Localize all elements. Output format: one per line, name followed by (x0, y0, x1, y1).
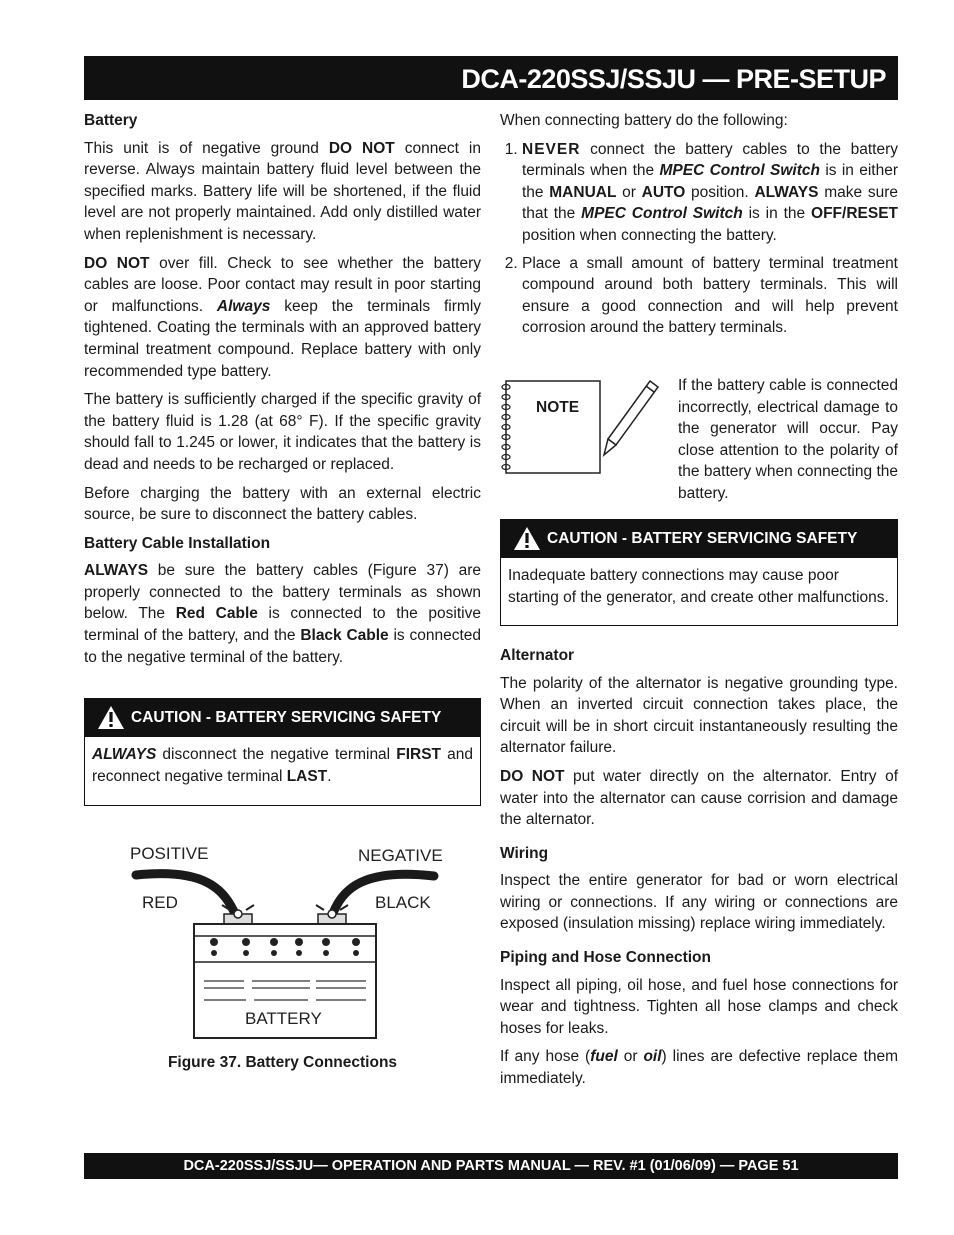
text-run: If any hose ( (500, 1048, 591, 1066)
positive-label: POSITIVE (130, 844, 209, 863)
text-run: ) lines are defective replace them immediately. (500, 1048, 899, 1088)
text-run: be sure the battery cables (Figure 37) are properly connected to the battery terminals as shown below. The (84, 562, 481, 623)
emphasis: OFF/RESET (811, 205, 899, 223)
list-item: 2. Place a small amount of battery terminal treatment compound around both battery terminals. This will ensure a good connection and will help prevent corrosion around the battery terminals. (522, 253, 898, 339)
cable-installation-paragraph (84, 560, 481, 668)
emphasis: DO NOT (328, 139, 395, 157)
text-run: and reconnect negative terminal (92, 746, 473, 785)
caution-header (85, 699, 480, 737)
alternator-paragraph-1: The polarity of the alternator is negative grounding type. When an inverted circuit connection takes place, the circuit will be in short circuit instantaneously resulting the alternator failure. (500, 674, 898, 757)
wiring-paragraph: Inspect the entire generator for bad or worn electrical wiring or connections. If any wiring or connections are exposed (insulation missing) replace wiring immediately. (500, 872, 898, 933)
text-run: position. (685, 183, 755, 201)
page-title: DCA-220SSJ/SSJU — PRE-SETUP (84, 56, 898, 100)
black-label: BLACK (375, 893, 431, 912)
text-run: or (616, 183, 642, 201)
battery-connections-figure (84, 838, 481, 1078)
text-run: keep the terminals firmly tightened. Coating the terminals with an approved battery terminal treatment compound. Replace battery with only recommended type battery. (84, 297, 482, 380)
text-run: make sure that the (522, 183, 898, 223)
battery-paragraph-3: The battery is sufficiently charged if the specific gravity of the battery fluid is 1.28 (at 68° F). If the specific gravity should fall to 1.245 or lower, it indicates that the battery is dead and needs to be recharged or replaced. (84, 391, 481, 473)
note-text: If the battery cable is connected incorrectly, electrical damage to the generator will occur. Pay close attention to the polarity of the battery when connecting the battery. (678, 376, 898, 502)
section-heading-cable-installation: Battery Cable Installation (84, 534, 271, 552)
emphasis: ALWAYS (754, 183, 819, 201)
text-run: disconnect the negative terminal (156, 746, 397, 764)
emphasis: NEVER (522, 140, 581, 158)
piping-paragraph-1: Inspect all piping, oil hose, and fuel hose connections for wear and tightness. Tighten all hose clamps and check hoses for leaks. (500, 976, 898, 1037)
emphasis: MPEC Control Switch (659, 162, 820, 180)
negative-label: NEGATIVE (358, 846, 443, 865)
text-run: . (327, 767, 332, 785)
emphasis: FIRST (396, 746, 442, 764)
text-run: position when connecting the battery. (522, 226, 777, 244)
red-label: RED (142, 893, 178, 912)
emphasis: oil (643, 1048, 662, 1066)
note-block (500, 375, 898, 525)
text-run: is in the (742, 205, 812, 223)
text-run: connect in reverse. Always maintain battery fluid level between the specified marks. Battery life will be shortened, if the fluid level are not properly maintained. Add only distilled water when replenishment is necessary. (84, 139, 481, 243)
warning-triangle-icon (513, 526, 541, 551)
text-run: over fill. Check to see whether the battery cables are loose. Poor contact may result in poor starting or malfunctions. (84, 254, 481, 315)
caution-box-left (84, 698, 481, 806)
battery-paragraph-1 (84, 138, 481, 246)
caution-title: CAUTION - BATTERY SERVICING SAFETY (131, 709, 442, 727)
emphasis: ALWAYS (84, 562, 149, 580)
figure-caption: Figure 37. Battery Connections (167, 1054, 398, 1071)
text-run: is connected to the positive terminal of the battery, and the (84, 605, 481, 645)
text-run: put water directly on the alternator. Entry of water into the alternator can cause corrision and damage the alternator. (500, 767, 899, 829)
emphasis: Black Cable (300, 627, 389, 645)
piping-paragraph-2 (500, 1046, 898, 1089)
emphasis: MANUAL (549, 183, 617, 201)
pencil-icon (604, 381, 658, 455)
caution-body (85, 737, 480, 797)
battery-label: BATTERY (245, 1009, 322, 1028)
emphasis: AUTO (641, 183, 686, 201)
text-run: This unit is of negative ground (84, 139, 329, 157)
emphasis: ALWAYS (92, 746, 157, 764)
battery-paragraph-2 (84, 253, 481, 383)
emphasis: LAST (286, 767, 328, 785)
emphasis: Red Cable (175, 605, 258, 623)
text-run: or (617, 1048, 644, 1066)
section-heading-wiring: Wiring (500, 844, 549, 862)
page-footer: DCA-220SSJ/SSJU— OPERATION AND PARTS MANUAL — REV. #1 (01/06/09) — PAGE 51 (84, 1153, 898, 1179)
caution-body: Inadequate battery connections may cause poor starting of the generator, and create other malfunctions. (508, 566, 889, 606)
right-column (500, 110, 898, 1097)
caution-title: CAUTION - BATTERY SERVICING SAFETY (547, 529, 858, 547)
emphasis: MPEC Control Switch (581, 205, 743, 223)
note-label: NOTE (536, 398, 580, 416)
emphasis: DO NOT (500, 767, 565, 785)
positive-terminal-icon (222, 905, 254, 924)
emphasis: Always (216, 297, 271, 315)
note-notepad-icon (500, 375, 670, 480)
caution-box-right (500, 519, 898, 626)
section-heading-alternator: Alternator (500, 646, 575, 664)
text-run: is connected to the negative terminal of the battery. (84, 627, 481, 666)
battery-paragraph-4: Before charging the battery with an external electric source, be sure to disconnect the battery cables. (84, 484, 481, 524)
list-item (522, 139, 898, 247)
connect-steps-list (500, 139, 898, 339)
warning-triangle-icon (97, 705, 125, 730)
text-run: is in either the (522, 162, 899, 201)
battery-diagram (84, 838, 481, 1078)
alternator-paragraph-2 (500, 766, 898, 831)
section-heading-battery: Battery (84, 112, 138, 129)
left-column (84, 110, 481, 806)
text-run: connect the battery cables to the battery terminals when the (522, 140, 898, 180)
section-heading-piping: Piping and Hose Connection (500, 949, 711, 967)
emphasis: fuel (590, 1048, 618, 1066)
caution-header (501, 520, 897, 558)
emphasis: DO NOT (84, 254, 150, 272)
connect-intro: When connecting battery do the following: (500, 112, 788, 129)
